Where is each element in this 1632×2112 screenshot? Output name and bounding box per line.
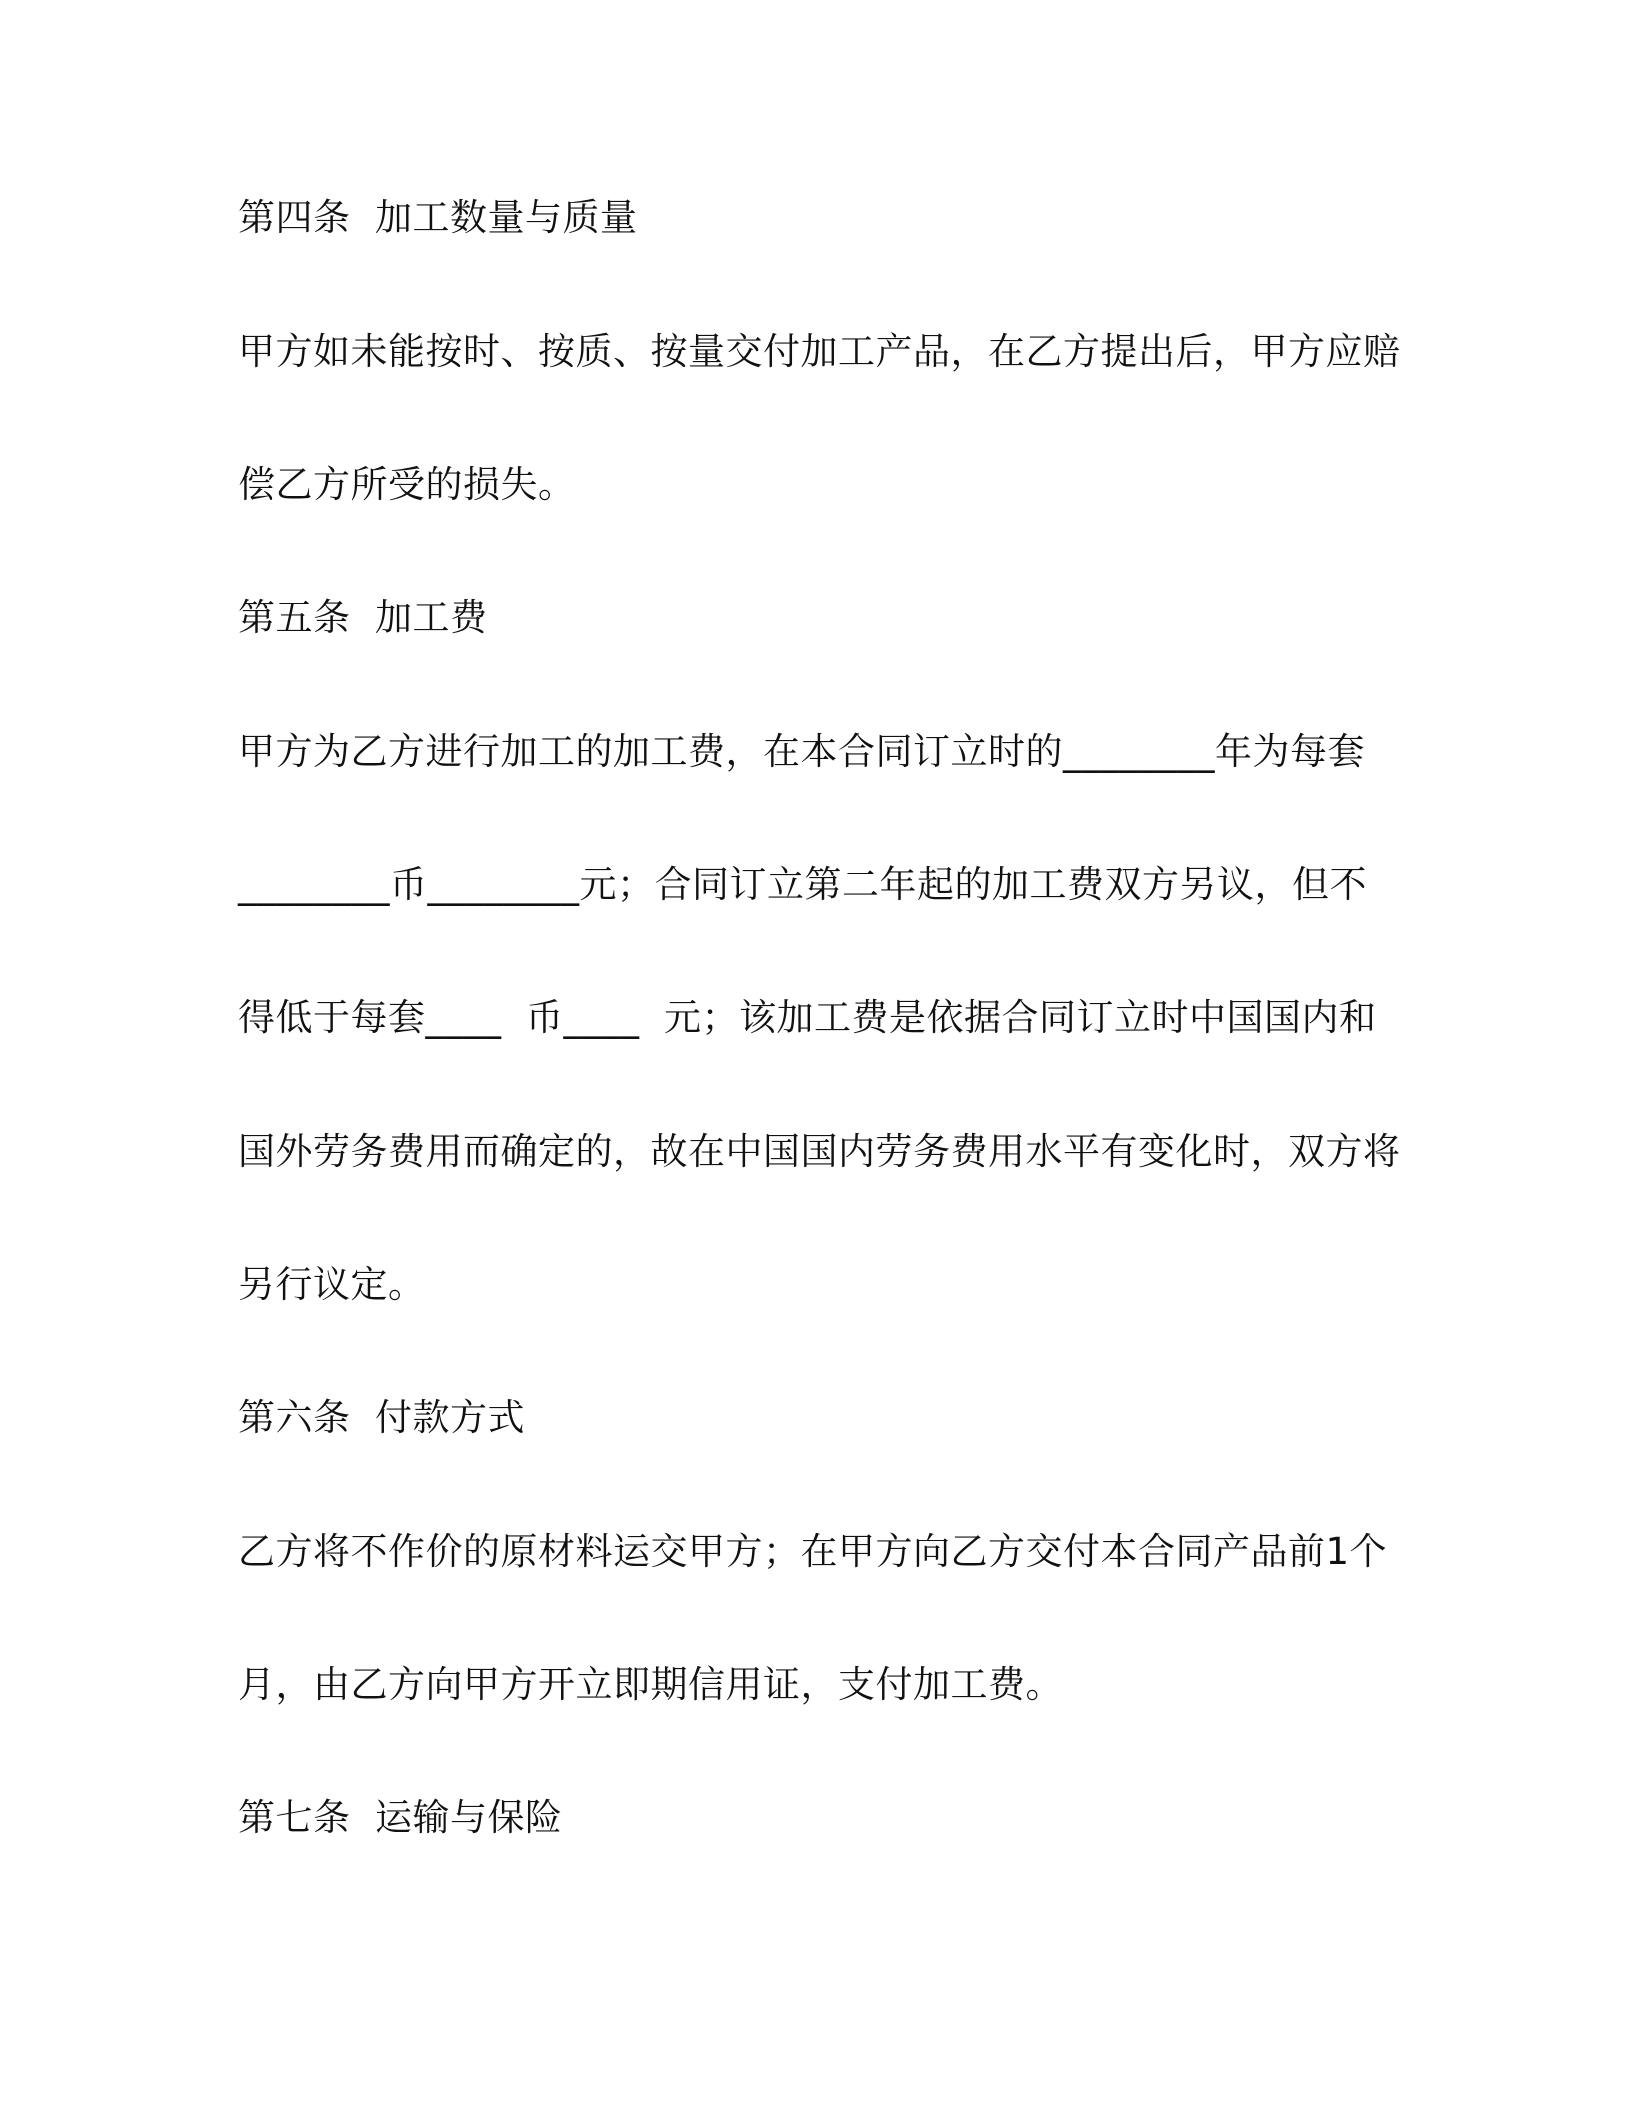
article-5-heading: 第五条 加工费 [238,596,488,639]
article-6-line-1: 乙方将不作价的原材料运交甲方；在甲方向乙方交付本合同产品前1个 [238,1530,1388,1573]
article-4-heading: 第四条 加工数量与质量 [238,196,638,239]
article-5-line-2: ________币________元；合同订立第二年起的加工费双方另议，但不 [238,863,1367,906]
article-5-line-5: 另行议定。 [238,1263,426,1306]
article-5-line-3: 得低于每套____ 币____ 元；该加工费是依据合同订立时中国国内和 [238,996,1377,1039]
article-6-heading: 第六条 付款方式 [238,1396,526,1439]
article-6-line-2: 月，由乙方向甲方开立即期信用证，支付加工费。 [238,1663,1063,1706]
article-7-heading: 第七条 运输与保险 [238,1796,563,1839]
article-4-line-2: 偿乙方所受的损失。 [238,463,576,506]
article-4-line-1: 甲方如未能按时、按质、按量交付加工产品，在乙方提出后，甲方应赔 [238,330,1401,373]
article-5-line-1: 甲方为乙方进行加工的加工费，在本合同订立时的________年为每套 [238,730,1365,773]
article-5-line-4: 国外劳务费用而确定的，故在中国国内劳务费用水平有变化时，双方将 [238,1130,1401,1173]
